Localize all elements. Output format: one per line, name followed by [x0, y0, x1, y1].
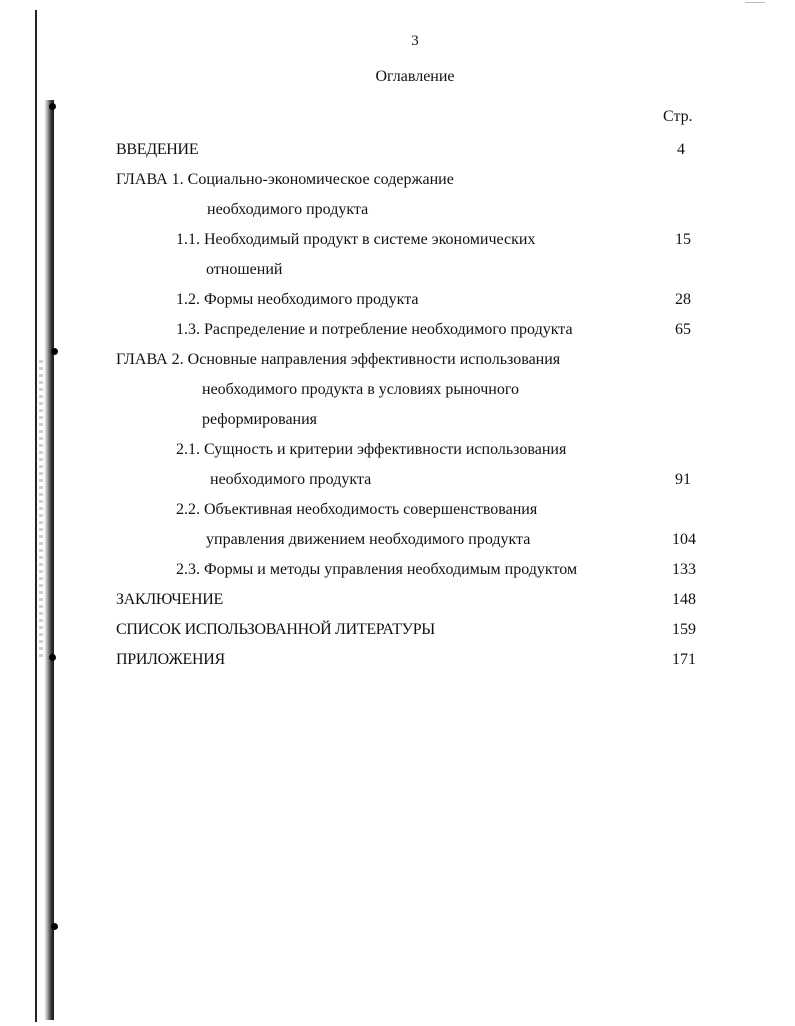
toc-entry-chapter-1	[0, 165, 795, 195]
page-number: 3	[411, 33, 419, 49]
scan-mark	[745, 2, 765, 3]
toc-entry-text: 2.2. Объективная необходимость совершенствования	[176, 501, 538, 518]
toc-entry-page: 4	[677, 141, 685, 158]
toc-entry-text: 1.3. Распределение и потребление необходимого продукта	[176, 321, 573, 338]
toc-entry-page: 171	[672, 651, 696, 668]
toc-entry-conclusion	[0, 585, 795, 615]
toc-entry-bibliography	[0, 615, 795, 645]
toc-entry-2-1	[0, 435, 795, 465]
toc-entry-page: 28	[675, 291, 691, 308]
toc-entry-1-1	[0, 225, 795, 255]
toc-entry-text: 2.1. Сущность и критерии эффективности использования	[176, 441, 567, 458]
toc-entry-page: 133	[672, 561, 696, 578]
toc-entry-page: 15	[675, 231, 691, 248]
toc-entry-text: СПИСОК ИСПОЛЬЗОВАННОЙ ЛИТЕРАТУРЫ	[116, 621, 435, 638]
toc-entry-2-2-cont	[0, 525, 795, 555]
toc-entry-page: 91	[675, 471, 691, 488]
binding-hole-dot	[51, 923, 58, 930]
toc-entry-2-3	[0, 555, 795, 585]
toc-entry-chapter-2-cont	[0, 405, 795, 435]
toc-entry-text: необходимого продукта в условиях рыночного	[202, 381, 519, 398]
page-title: Оглавление	[375, 68, 455, 85]
toc-entry-text: ВВЕДЕНИЕ	[116, 141, 199, 158]
toc-entry-text: реформирования	[202, 411, 318, 428]
toc-entry-text: ПРИЛОЖЕНИЯ	[116, 651, 225, 668]
toc-entry-1-1-cont	[0, 255, 795, 285]
toc-entry-chapter-2	[0, 345, 795, 375]
toc-entry-chapter-1-cont	[0, 195, 795, 225]
toc-entry-page: 104	[672, 531, 696, 548]
table-of-contents	[0, 135, 795, 675]
page-column-label: Стр.	[663, 108, 693, 125]
toc-entry-text: отношений	[206, 261, 283, 278]
toc-entry-page: 159	[672, 621, 696, 638]
toc-entry-chapter-2-cont	[0, 375, 795, 405]
toc-entry-text: 2.3. Формы и методы управления необходимым продуктом	[176, 561, 578, 578]
toc-entry-text: управления движением необходимого продукта	[206, 531, 531, 548]
toc-entry-text: ГЛАВА 1. Социально-экономическое содержание	[116, 171, 454, 188]
toc-entry-page: 148	[672, 591, 696, 608]
toc-entry-text: ЗАКЛЮЧЕНИЕ	[116, 591, 223, 608]
toc-entry-1-3	[0, 315, 795, 345]
toc-entry-1-2	[0, 285, 795, 315]
toc-entry-page: 65	[675, 321, 691, 338]
toc-entry-2-2	[0, 495, 795, 525]
toc-entry-text: необходимого продукта	[207, 201, 369, 218]
toc-entry-text: ГЛАВА 2. Основные направления эффективности использования	[116, 351, 561, 368]
toc-entry-text: 1.1. Необходимый продукт в системе экономических	[176, 231, 536, 248]
binding-hole-dot	[49, 103, 56, 110]
toc-entry-text: необходимого продукта	[210, 471, 372, 488]
toc-entry-2-1-cont	[0, 465, 795, 495]
toc-entry-text: 1.2. Формы необходимого продукта	[176, 291, 419, 308]
toc-entry-appendices	[0, 645, 795, 675]
toc-entry-introduction	[0, 135, 795, 165]
